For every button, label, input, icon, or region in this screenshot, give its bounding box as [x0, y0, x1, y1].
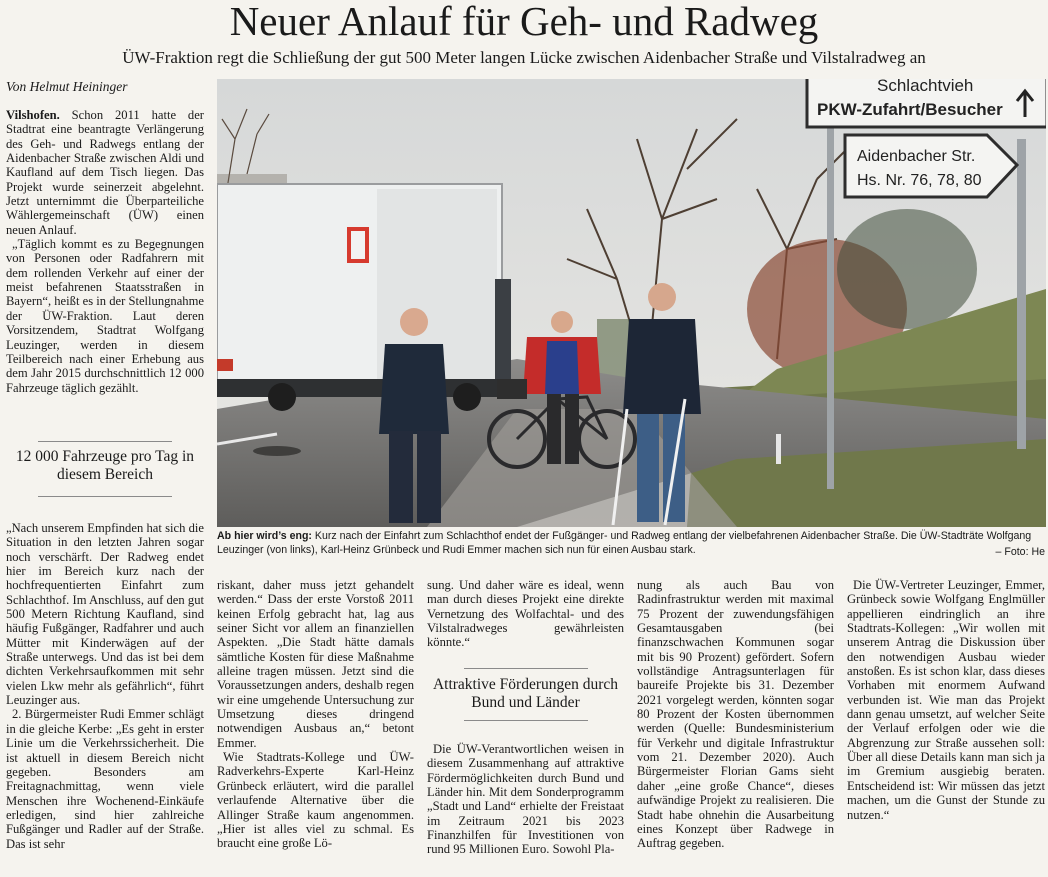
paragraph: „Täglich kommt es zu Begegnungen von Personen oder Radfahrern mit dem rollenden Verkehr auf einer der meist befahrenen Staatsstraßen in Bayern“, heißt es in der Stellungnahme der ÜW-Fraktion. Laut deren Vorsitzendem, Stadtrat Wolfgang Leuzinger, werden in diesem Teilbereich nach einer Erhebung aus dem Jahr 2015 durchschnittlich 12 000 Fahrzeuge täglich gezählt.	[6, 237, 204, 395]
paragraph: riskant, daher muss jetzt gehandelt werden.“ Dass der erste Vorstoß 2011 keinen Erfolg gebracht hat, lag aus seiner Sicht vor allem an finanziellen Aspekten. „Die Stadt hätte damals sämtliche Kosten für diese Maßnahme alleine tragen müssen. Jetzt sind die Voraussetzungen anders, deshalb regen wir eine umgehende Untersuchung zur Umsetzung dieses dringend notwendigen Ausbaus an,“ betont Emmer.	[217, 578, 414, 750]
subheading-rule-bottom	[464, 720, 588, 721]
article-column-1-top	[6, 108, 204, 438]
article-column-2	[217, 578, 414, 877]
caption-text: Kurz nach der Einfahrt zum Schlachthof endet der Fußgänger- und Radweg entlang der vielbefahrenen Aidenbacher Straße. Die ÜW-Stadträte Wolfgang Leuzinger (von links), Karl-Heinz Grünbeck und Rudi Emmer machen sich nun für einen Ausbau stark.	[217, 530, 1032, 556]
paragraph: Wie Stadtrats-Kollege und ÜW-Radverkehrs-Experte Karl-Heinz Grünbeck erläutert, wird die parallel verlaufende Alternative über die Allinger Straße kaum angenommen. „Hier ist alles viel zu schmal. Es braucht eine große Lö-	[217, 750, 414, 851]
paragraph: 2. Bürgermeister Rudi Emmer schlägt in die gleiche Kerbe: „Es geht in erster Linie um die Verkehrssicherheit. Die ist aktuell in diesem Bereich nicht gegeben. Besonders am Freitagnachmittag, wenn viele Menschen ihre Wochenend-Einkäufe erledigen, sind hier zahlreiche Fußgänger und Radler auf der Straße. Das ist sehr	[6, 707, 204, 851]
truck	[217, 184, 511, 411]
paragraph: Die ÜW-Verantwortlichen weisen in diesem Zusammenhang auf attraktive Fördermöglichkeiten durch Bund und Länder hin. Mit dem Sonderprogramm „Stadt und Land“ erhielte der Freistaat im Zeitraum 2021 bis 2023 Finanzhilfen für Investitionen von rund 95 Millionen Euro. Sowohl Pla-	[427, 742, 624, 857]
paragraph: Die ÜW-Vertreter Leuzinger, Emmer, Grünbeck sowie Wolfgang Englmüller appellieren eindringlich an ihre Stadtrats-Kollegen: „Wir wollen mit unserem Antrag die Diskussion über den notwendigen Ausbau wieder anstoßen. Es ist schon klar, dass dieses Vorhaben mit enormem Aufwand verbunden ist. Wie man das Projekt dann genau umsetzt, auf welcher Seite der Verlauf erfolgen oder wie die Abgrenzung zur Straße aussehen soll: Über all diese Details kann man sich ja im Gremium ausgiebig beraten. Entscheidend ist: Wir müssen das jetzt machen, um die Gunst der Stunde zu nutzen.“	[847, 578, 1045, 822]
paragraph: „Nach unserem Empfinden hat sich die Situation in den letzten Jahren sogar noch verschärft. Der Radweg endet hier im Bereich kurz nach der hochfrequentierten Einfahrt zum Schlachthof. Im Anschluss, auf den gut 500 Metern Richtung Kaufland, sind häufig Fußgänger, Radfahrer und auch Mütter mit Kinderwägen auf der Straße unterwegs. Und das ist bei dem dichten Verkehrsaufkommen mit sehr vielen Lkw mehr als gefährlich“, führt Leuzinger aus.	[6, 521, 204, 708]
sign-aidenbacher-str	[845, 135, 1017, 197]
pullquote-rule-bottom	[38, 496, 172, 497]
paragraph	[6, 108, 204, 237]
paragraph: sung. Und daher wäre es ideal, wenn man durch dieses Projekt eine direkte Vernetzung des Wolfachtal- und des Vilstalradweges gewährleisten könnte.“	[427, 578, 624, 650]
svg-text:Hs. Nr. 76, 78, 80: Hs. Nr. 76, 78, 80	[857, 172, 982, 189]
headline: Neuer Anlauf für Geh- und Radweg	[229, 0, 819, 44]
subheadline: ÜW-Fraktion regt die Schließung der gut 500 Meter langen Lücke zwischen Aidenbacher Straße und Vilstalradweg an	[122, 48, 926, 67]
caption-lead: Ab hier wird’s eng:	[217, 530, 312, 542]
pullquote: 12 000 Fahrzeuge pro Tag in diesem Bereich	[15, 448, 195, 483]
article-column-3-bottom	[427, 742, 624, 877]
svg-text:PKW-Zufahrt/Besucher: PKW-Zufahrt/Besucher	[817, 100, 1003, 119]
subheading-rule-top	[464, 668, 588, 669]
article-column-5	[847, 578, 1045, 877]
paragraph: nung als auch Bau von Radinfrastruktur werden mit maximal 75 Prozent der zuwendungsfähigen Gesamtausgaben (bei finanzschwachen Kommunen sogar mit bis 90 Prozent) gefördert. Sofern vollständige Antragsunterlagen für baureife Projekte bis 31. Dezember 2021 vorgelegt werden, könnten sogar 80 Prozent der Kosten übernommen werden (Quelle: Bundesministerium für Verkehr und digitale Infrastruktur vom 21. Dezember 2020). Auch Bürgermeister Florian Gams sieht daher „eine große Chance“, dieses aufwändige Projekt zu realisieren. Die Stadt habe ohnehin die Ausarbeitung eines Konzept über Radwege in Auftrag gegeben.	[637, 578, 834, 851]
article-column-1-bottom	[6, 521, 204, 877]
photo-caption	[217, 529, 1046, 557]
pullquote-rule-top	[38, 441, 172, 442]
photo-credit: – Foto: He	[995, 546, 1045, 558]
section-subheading: Attraktive Förderungen durch Bund und Länder	[432, 676, 619, 711]
svg-text:Schlachtvieh: Schlachtvieh	[877, 79, 974, 95]
byline: Von Helmut Heininger	[6, 79, 128, 94]
news-photo	[217, 79, 1046, 527]
article-column-4	[637, 578, 834, 877]
dateline: Vilshofen.	[6, 108, 60, 122]
svg-text:Aidenbacher Str.: Aidenbacher Str.	[857, 148, 976, 165]
article-column-3-top	[427, 578, 624, 663]
sign-schlachtvieh	[807, 79, 1046, 127]
paragraph-text: Schon 2011 hatte der Stadtrat eine beantragte Verlängerung des Geh- und Radwegs entlang der Aidenbacher Straße zwischen Aldi und Kaufland auf dem Tisch liegen. Das Projekt wurde seinerzeit abgelehnt. Jetzt unternimmt die Überparteiliche Wählergemeinschaft (ÜW) einen neuen Anlauf.	[6, 108, 204, 237]
